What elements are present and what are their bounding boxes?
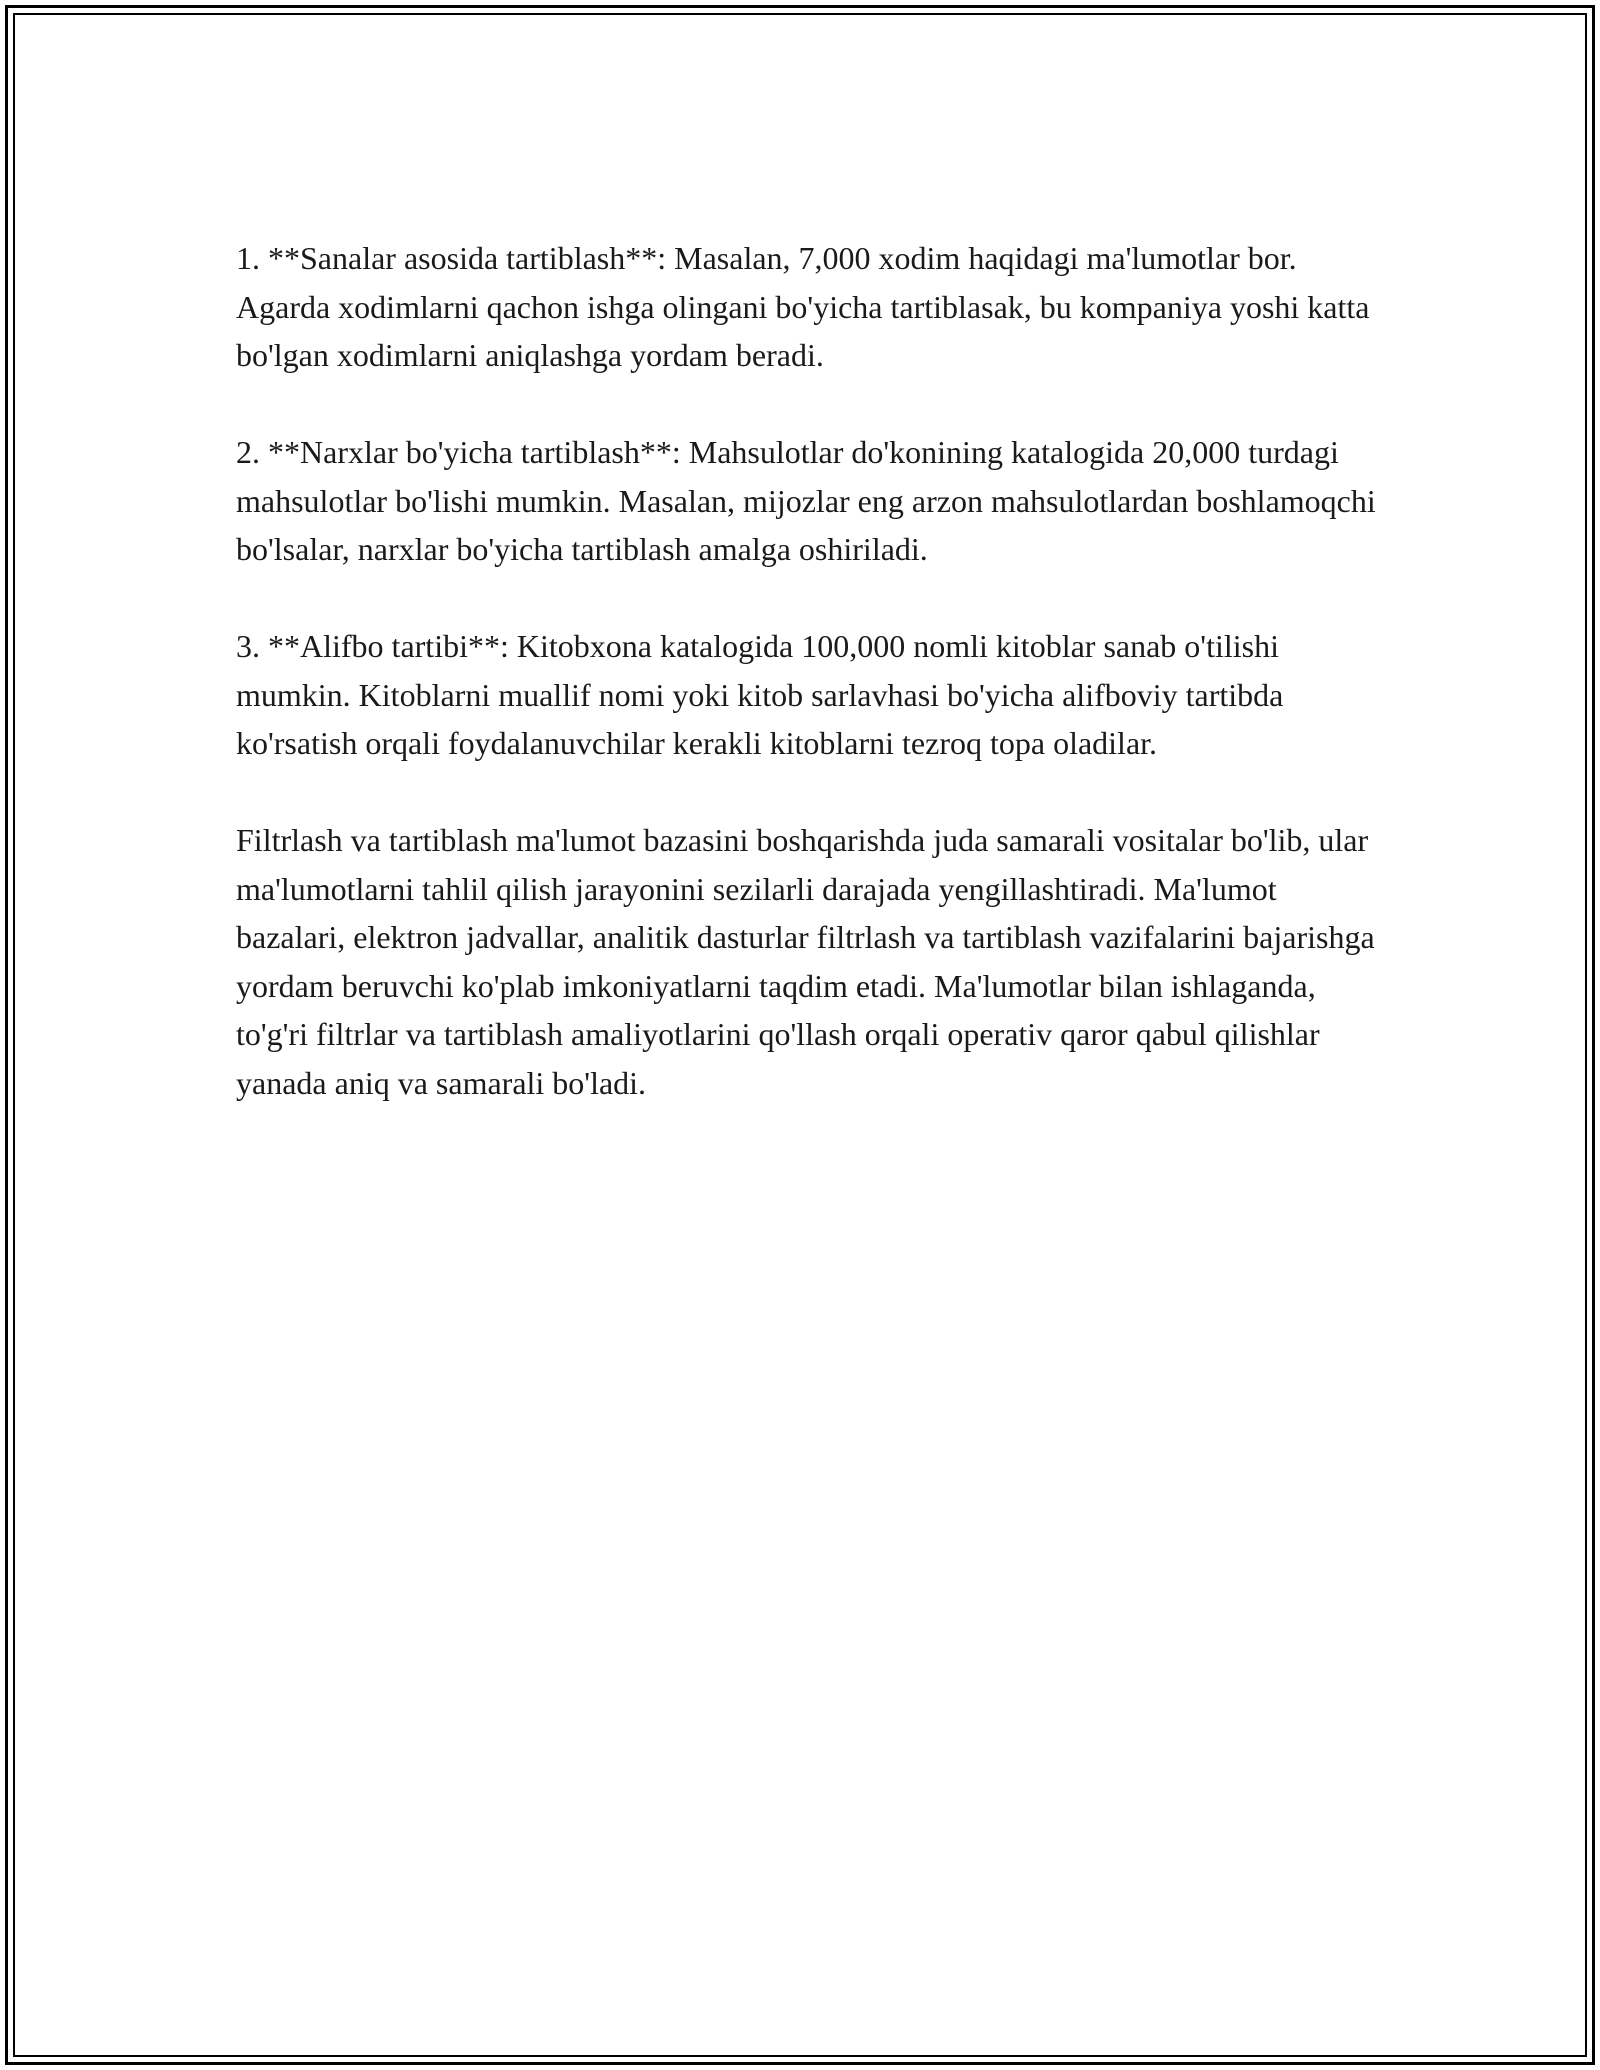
- paragraph-conclusion: Filtrlash va tartiblash ma'lumot bazasini boshqarishda juda samarali vositalar bo'lib, ular ma'lumotlarni tahlil qilish jarayonini sezilarli darajada yengillashtiradi. Ma'lumot bazalari, elektron jadvallar, analitik dasturlar filtrlash va tartiblash vazifalarini bajarishga yordam beruvchi ko'plab imkoniyatlarni taqdim etadi. Ma'lumotlar bilan ishlaganda, to'g'ri filtrlar va tartiblash amaliyotlarini qo'llash orqali operativ qaror qabul qilishlar yanada aniq va samarali bo'ladi.: [236, 822, 1375, 1101]
- paragraph-alphabetical-sorting: 3. **Alifbo tartibi**: Kitobxona katalogida 100,000 nomli kitoblar sanab o'tilishi mumkin. Kitoblarni muallif nomi yoki kitob sarlavhasi bo'yicha alifboviy tartibda ko'rsatish orqali foydalanuvchilar kerakli kitoblarni tezroq topa oladilar.: [236, 628, 1284, 761]
- paragraph-price-sorting: 2. **Narxlar bo'yicha tartiblash**: Mahsulotlar do'konining katalogida 20,000 turdagi mahsulotlar bo'lishi mumkin. Masalan, mijozlar eng arzon mahsulotlardan boshlamoqchi bo'lsalar, narxlar bo'yicha tartiblash amalga oshiriladi.: [236, 434, 1376, 567]
- document-body: [236, 234, 1386, 1156]
- paragraph-date-sorting: 1. **Sanalar asosida tartiblash**: Masalan, 7,000 xodim haqidagi ma'lumotlar bor. Agarda xodimlarni qachon ishga olingani bo'yicha tartiblasak, bu kompaniya yoshi katta bo'lgan xodimlarni aniqlashga yordam beradi.: [236, 240, 1370, 373]
